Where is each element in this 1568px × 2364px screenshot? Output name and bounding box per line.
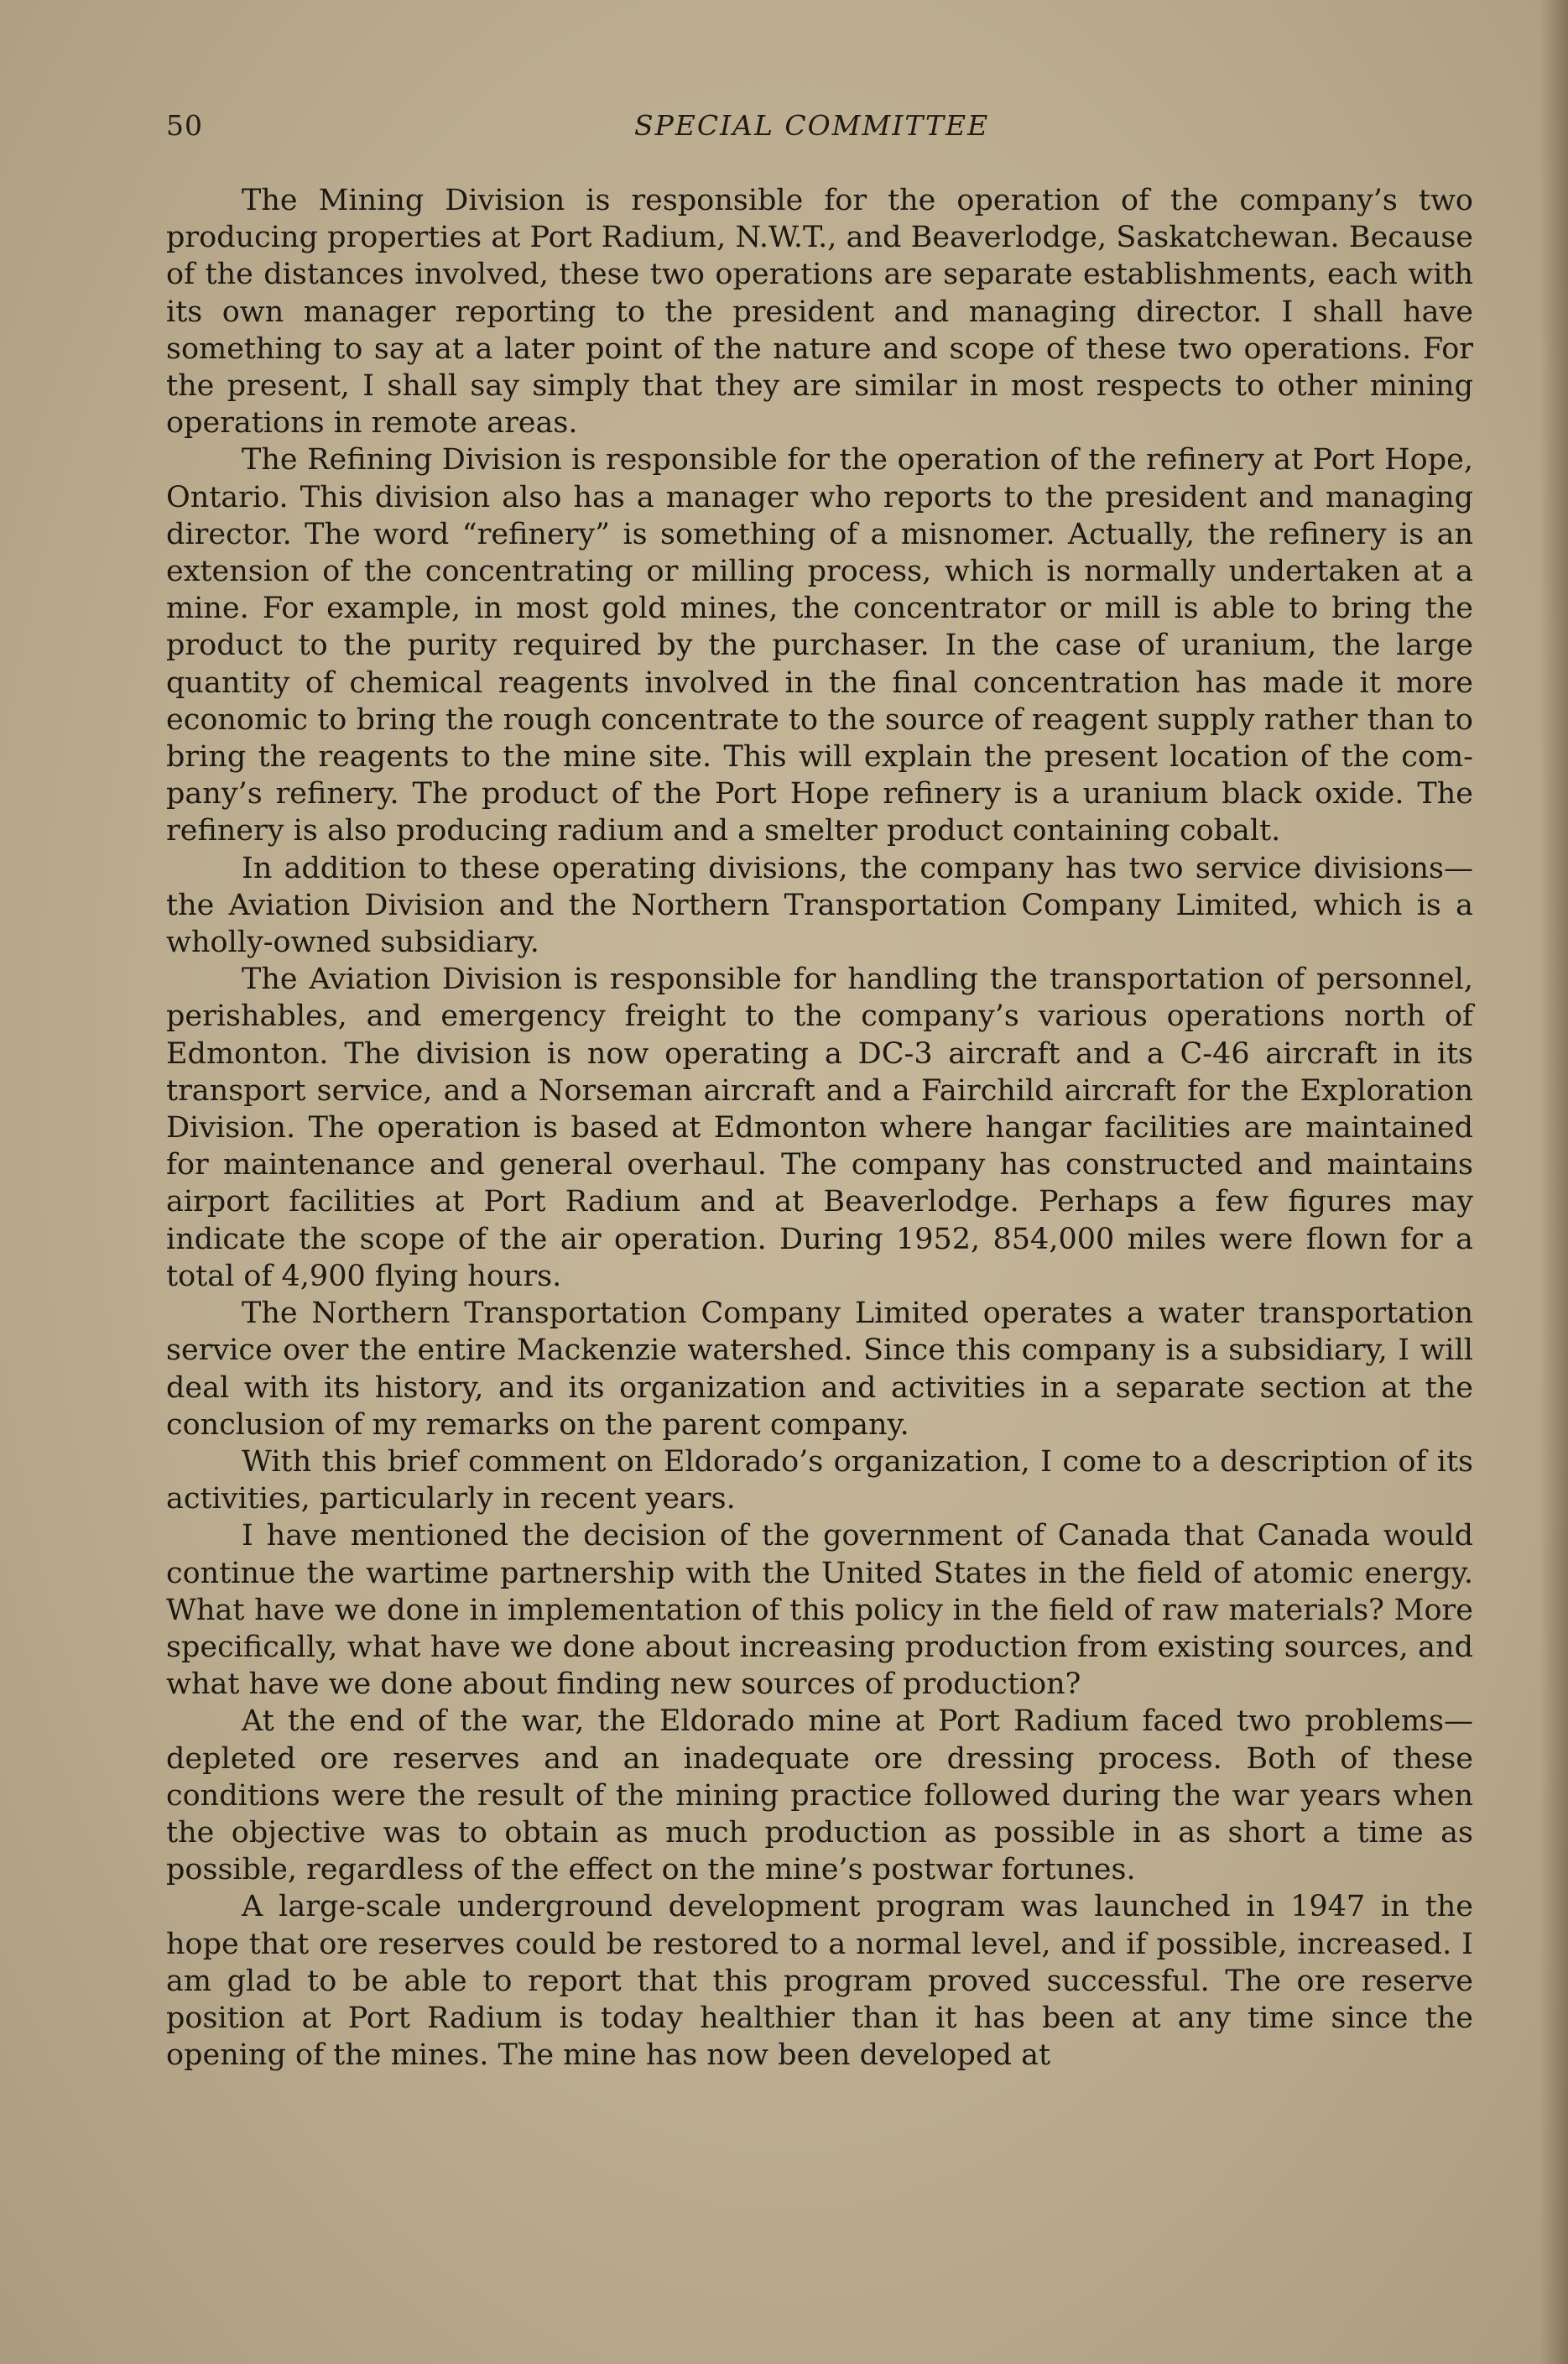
paragraph-wartime-partnership: I have mentioned the decision of the government of Canada that Canada would continue the wartime partnership with the United States in the field of atomic energy. What have we done in implementation of this policy in the field of raw materials? More specifically, what have we done about increasing production from existing sources, and what have we done about finding new sources of production? [166,1519,1473,1702]
paragraph-mining-division: The Mining Division is responsible for the operation of the company’s two producing properties at Port Radium, N.W.T., and Beaverlodge, Saskatchewan. Because of the distances involved, these two operations are separate establishments, each with its own manager reporting to the president and managing director. I shall have something to say at a later point of the nature and scope of these two operations. For the present, I shall say simply that they are similar in most respects to other mining operations in remote areas. [166,184,1473,441]
paragraph-refining-division: The Refining Division is responsible for the operation of the refinery at Port Hope, Ontario. This division also has a manager who reports to the president and managing director. The word “refinery” is something of a misnomer. Actually, the refinery is an extension of the concentrating or milling process, which is normally undertaken at a mine. For example, in most gold mines, the concentrator or mill is able to bring the product to the purity required by the purchaser. In the case of uranium, the large quantity of chemical reagents involved in the final concentration has made it more economic to bring the rough concentrate to the source of reagent supply rather than to bring the reagents to the mine site. This will explain the present location of the company’s refinery. The product of the Port Hope refinery is a uranium black oxide. The refinery is also producing radium and a smelter product containing cobalt. [166,443,1473,848]
paragraph-service-divisions: In addition to these operating divisions, the company has two service divisions—the Aviation Division and the Northern Transportation Company Limited, which is a wholly-owned subsidiary. [166,851,1473,960]
paragraph-end-of-war: At the end of the war, the Eldorado mine at Port Radium faced two problems—depleted ore reserves and an inadequate ore dressing process. Both of these conditions were the result of the mining practice followed during the war years when the objective was to obtain as much production as possible in as short a time as possible, regardless of the effect on the mine’s postwar fortunes. [166,1704,1473,1887]
body-text [166,182,1473,2074]
paragraph-development-program: A large-scale underground development program was launched in 1947 in the hope that ore reserves could be restored to a normal level, and if possible, increased. I am glad to be able to report that this program proved successful. The ore reserve position at Port Radium is today healthier than it has been at any time since the opening of the mines. The mine has now been developed at [166,1890,1473,2073]
running-title: SPECIAL COMMITTEE [634,109,990,142]
paragraph-aviation-division: The Aviation Division is responsible for handling the transportation of personnel, perishables, and emergency freight to the company’s various operations north of Edmonton. The division is now operating a DC-3 aircraft and a C-46 aircraft in its transport service, and a Norseman aircraft and a Fairchild aircraft for the Exploration Division. The operation is based at Edmonton where hangar facilities are maintained for maintenance and general overhaul. The company has constructed and maintains airport facilities at Port Radium and at Beaverlodge. Perhaps a few figures may indicate the scope of the air operation. During 1952, 854,000 miles were flown for a total of 4,900 flying hours. [166,963,1473,1293]
paragraph-organization-comment: With this brief comment on Eldorado’s organization, I come to a description of its activities, particularly in recent years. [166,1444,1473,1516]
page-number: 50 [166,109,203,142]
paragraph-northern-transportation: The Northern Transportation Company Limited operates a water transportation service over the entire Mackenzie watershed. Since this company is a subsidiary, I will deal with its history, and its organization and activities in a separate section at the conclusion of my remarks on the parent company. [166,1297,1473,1442]
page-header [166,109,1475,151]
